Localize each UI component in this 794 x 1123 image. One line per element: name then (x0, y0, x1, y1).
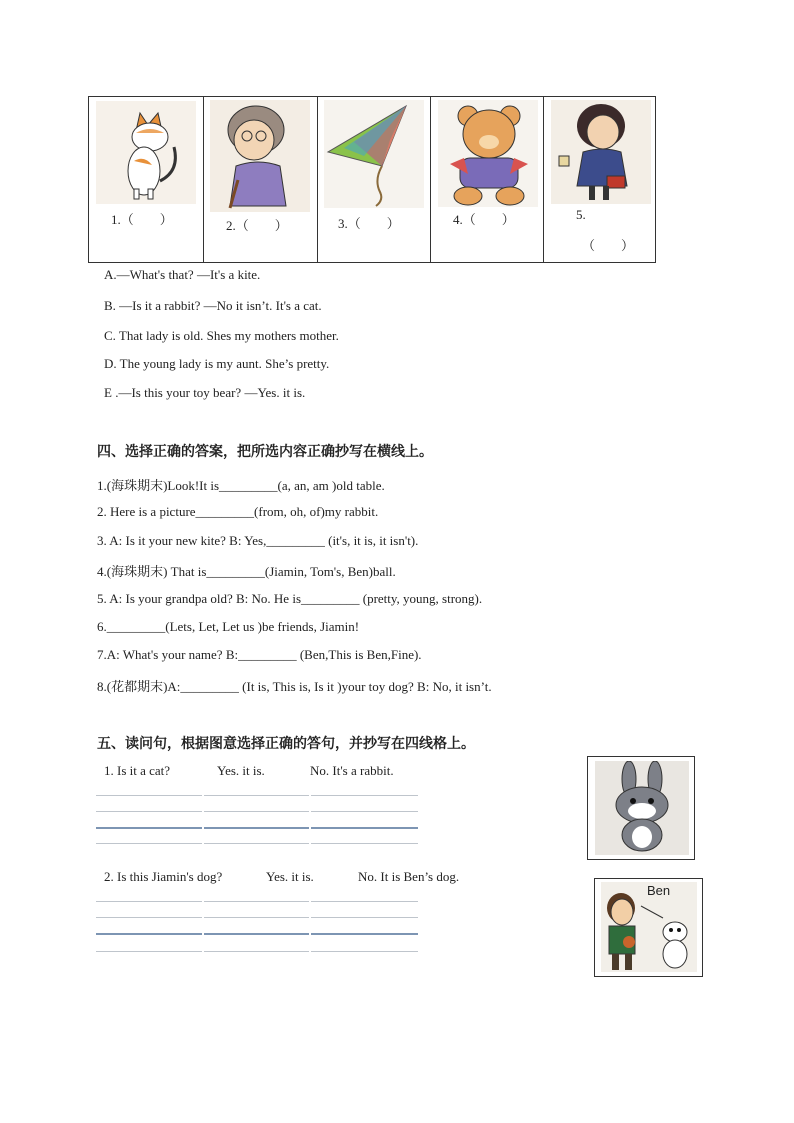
picture-label-1: 1.（ ） (111, 212, 173, 227)
option-e: E .—Is this your toy bear? —Yes. it is. (104, 385, 306, 400)
picture-cell-4 (430, 97, 543, 262)
picture-label-5-blank: （ ） (582, 238, 635, 253)
picture-table (88, 96, 656, 263)
young-lady-icon (551, 100, 651, 204)
section-5-q2-option-no: No. It is Ben’s dog. (358, 869, 460, 884)
cat-icon (96, 101, 196, 204)
picture-label-2: 2.（ ） (226, 218, 288, 233)
section-4-question-4: 4.(海珠期末) That is_________(Jiamin, Tom's, Ben)ball. (97, 564, 396, 579)
option-b: B. —Is it a rabbit? —No it isn’t. It's a cat. (104, 298, 322, 313)
kite-icon (324, 100, 424, 208)
section-5-question-1: 1. Is it a cat? (104, 763, 171, 778)
picture-cell-3 (317, 97, 430, 262)
option-a: A.—What's that? —It's a kite. (104, 267, 261, 282)
grandmother-icon (210, 100, 310, 212)
section-4-question-8: 8.(花都期末)A:_________ (It is, This is, Is it )your toy dog? B: No, it isn’t. (97, 679, 492, 694)
section-4-question-1: 1.(海珠期末)Look!It is_________(a, an, am )old table. (97, 478, 385, 493)
section-4-question-5: 5. A: Is your grandpa old? B: No. He is_________ (pretty, young, strong). (97, 591, 483, 606)
teddy-bear-icon (438, 100, 538, 207)
ben-label: Ben (647, 883, 671, 898)
section-4-question-3: 3. A: Is it your new kite? B: Yes,_________ (it's, it is, it isn't). (97, 533, 419, 548)
section-5-q1-option-yes: Yes. it is. (217, 763, 265, 778)
picture-label-5: 5. (576, 207, 586, 222)
picture-cell-5 (543, 97, 655, 262)
section-4-question-7: 7.A: What's your name? B:_________ (Ben,This is Ben,Fine). (97, 647, 422, 662)
section-5-heading: 五、读问句，根据图意选择正确的答句，并抄写在四线格上。 (97, 736, 475, 752)
four-line-grid-1[interactable] (96, 789, 418, 849)
option-d: D. The young lady is my aunt. She’s pretty. (104, 356, 330, 371)
picture-label-3: 3.（ ） (338, 216, 400, 231)
ben-dog-picture-frame (594, 878, 703, 977)
section-5-question-2: 2. Is this Jiamin's dog? (104, 869, 223, 884)
section-4-question-2: 2. Here is a picture_________(from, oh, of)my rabbit. (97, 504, 379, 519)
picture-cell-2 (203, 97, 317, 262)
section-5-q1-option-no: No. It's a rabbit. (310, 763, 394, 778)
option-c: C. That lady is old. Shes my mothers mother. (104, 328, 339, 343)
rabbit-picture-frame (587, 756, 695, 860)
rabbit-icon (595, 761, 689, 855)
picture-label-4: 4.（ ） (453, 212, 515, 227)
four-line-grid-2[interactable] (96, 895, 418, 955)
picture-cell-1 (89, 97, 203, 262)
section-4-question-6: 6._________(Lets, Let, Let us )be friends, Jiamin! (97, 619, 360, 634)
section-4-heading: 四、选择正确的答案，把所选内容正确抄写在横线上。 (97, 444, 433, 460)
section-5-q2-option-yes: Yes. it is. (266, 869, 314, 884)
